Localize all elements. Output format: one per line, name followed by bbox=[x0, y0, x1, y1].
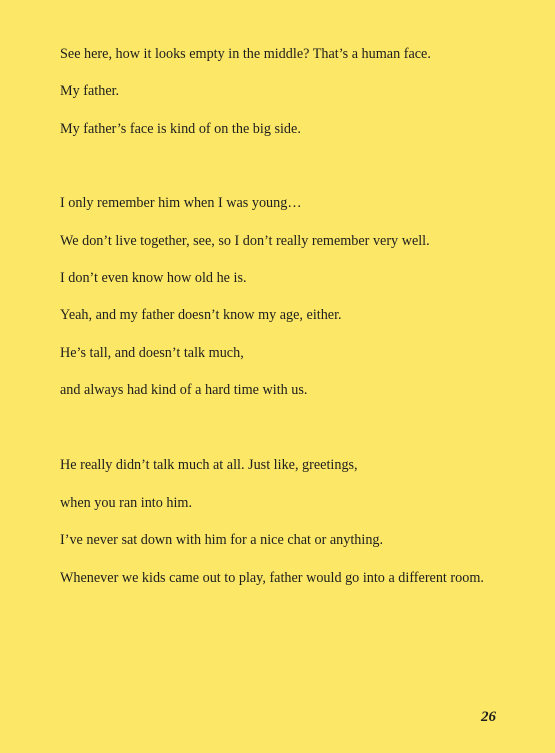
text-line: He really didn’t talk much at all. Just like, greetings, bbox=[60, 457, 358, 473]
text-line: I’ve never sat down with him for a nice chat or anything. bbox=[60, 532, 384, 548]
text-line: Yeah, and my father doesn’t know my age, either. bbox=[60, 307, 342, 323]
text-line: He’s tall, and doesn’t talk much, bbox=[60, 345, 244, 361]
page-number: 26 bbox=[481, 709, 496, 725]
text-line: My father’s face is kind of on the big side. bbox=[60, 121, 301, 137]
text-line: when you ran into him. bbox=[60, 495, 193, 511]
text-line: Whenever we kids came out to play, father would go into a different room. bbox=[60, 570, 484, 586]
text-line: I only remember him when I was young… bbox=[60, 195, 302, 211]
text-line: See here, how it looks empty in the middle? That’s a human face. bbox=[60, 46, 431, 62]
text-line: We don’t live together, see, so I don’t really remember very well. bbox=[60, 233, 430, 249]
text-line: I don’t even know how old he is. bbox=[60, 270, 247, 286]
text-line: My father. bbox=[60, 83, 120, 99]
text-line: and always had kind of a hard time with us. bbox=[60, 382, 308, 398]
